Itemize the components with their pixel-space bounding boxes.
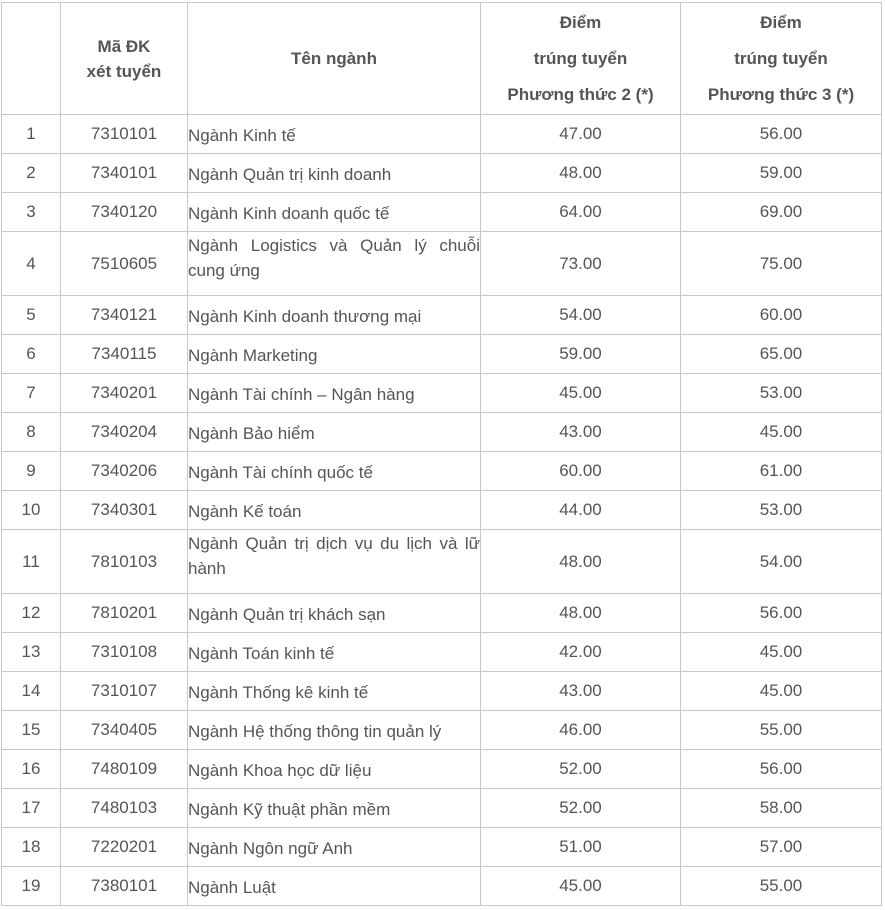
row-index: 15 (2, 711, 61, 750)
row-name: Ngành Quản trị dịch vụ du lịch và lữ hành (188, 530, 481, 594)
row-index: 8 (2, 413, 61, 452)
header-method3 (681, 3, 882, 115)
table-header-row (2, 3, 882, 115)
row-score-method3: 53.00 (681, 374, 882, 413)
row-score-method2: 44.00 (481, 491, 681, 530)
table-row (2, 232, 882, 296)
table-row (2, 154, 882, 193)
row-index: 14 (2, 672, 61, 711)
row-score-method2: 73.00 (481, 232, 681, 296)
row-score-method3: 54.00 (681, 530, 882, 594)
row-index: 4 (2, 232, 61, 296)
row-index: 6 (2, 335, 61, 374)
header-method3-line: Phương thức 3 (*) (707, 84, 855, 104)
row-index: 13 (2, 633, 61, 672)
table-row (2, 594, 882, 633)
row-index: 3 (2, 193, 61, 232)
row-index: 12 (2, 594, 61, 633)
row-score-method3: 45.00 (681, 672, 882, 711)
table-row (2, 296, 882, 335)
header-name: Tên ngành (188, 3, 481, 115)
row-score-method3: 55.00 (681, 867, 882, 906)
row-code: 7310108 (61, 633, 188, 672)
row-score-method2: 48.00 (481, 530, 681, 594)
row-score-method2: 48.00 (481, 154, 681, 193)
row-score-method2: 45.00 (481, 867, 681, 906)
row-code: 7340101 (61, 154, 188, 193)
table-row (2, 374, 882, 413)
row-score-method3: 56.00 (681, 115, 882, 154)
row-index: 10 (2, 491, 61, 530)
row-code: 7810201 (61, 594, 188, 633)
header-index (2, 3, 61, 115)
table-row (2, 335, 882, 374)
table-row (2, 633, 882, 672)
row-name: Ngành Kinh doanh thương mại (188, 296, 481, 335)
header-code (61, 3, 188, 115)
row-score-method2: 47.00 (481, 115, 681, 154)
row-code: 7340206 (61, 452, 188, 491)
row-score-method3: 59.00 (681, 154, 882, 193)
row-name: Ngành Luật (188, 867, 481, 906)
table-row (2, 789, 882, 828)
row-score-method2: 64.00 (481, 193, 681, 232)
row-score-method2: 60.00 (481, 452, 681, 491)
row-code: 7340405 (61, 711, 188, 750)
row-score-method3: 45.00 (681, 413, 882, 452)
table-row (2, 530, 882, 594)
row-index: 19 (2, 867, 61, 906)
row-index: 2 (2, 154, 61, 193)
row-code: 7810103 (61, 530, 188, 594)
row-name: Ngành Quản trị khách sạn (188, 594, 481, 633)
header-code-line: xét tuyển (86, 61, 162, 81)
row-score-method2: 46.00 (481, 711, 681, 750)
table-row (2, 491, 882, 530)
row-code: 7340115 (61, 335, 188, 374)
row-score-method2: 51.00 (481, 828, 681, 867)
row-score-method3: 53.00 (681, 491, 882, 530)
row-code: 7310101 (61, 115, 188, 154)
table-row (2, 750, 882, 789)
row-score-method2: 52.00 (481, 789, 681, 828)
table-row (2, 828, 882, 867)
row-index: 11 (2, 530, 61, 594)
row-code: 7340301 (61, 491, 188, 530)
table-row (2, 413, 882, 452)
row-score-method3: 60.00 (681, 296, 882, 335)
row-index: 7 (2, 374, 61, 413)
row-score-method2: 48.00 (481, 594, 681, 633)
row-name: Ngành Khoa học dữ liệu (188, 750, 481, 789)
row-code: 7220201 (61, 828, 188, 867)
table-row (2, 867, 882, 906)
row-score-method3: 45.00 (681, 633, 882, 672)
row-score-method3: 56.00 (681, 750, 882, 789)
header-method2-line: trúng tuyển (533, 48, 628, 68)
row-name: Ngành Toán kinh tế (188, 633, 481, 672)
row-code: 7380101 (61, 867, 188, 906)
row-code: 7480103 (61, 789, 188, 828)
row-code: 7310107 (61, 672, 188, 711)
header-method3-line: trúng tuyển (734, 48, 828, 68)
row-name: Ngành Ngôn ngữ Anh (188, 828, 481, 867)
row-score-method3: 61.00 (681, 452, 882, 491)
row-name: Ngành Tài chính – Ngân hàng (188, 374, 481, 413)
header-method3-line: Điểm (760, 12, 802, 32)
header-method2 (481, 3, 681, 115)
row-code: 7340204 (61, 413, 188, 452)
row-score-method2: 43.00 (481, 413, 681, 452)
row-index: 18 (2, 828, 61, 867)
row-score-method3: 56.00 (681, 594, 882, 633)
table-body (2, 115, 882, 906)
table-row (2, 711, 882, 750)
row-name: Ngành Logistics và Quản lý chuỗi cung ứng (188, 232, 481, 296)
row-name: Ngành Quản trị kinh doanh (188, 154, 481, 193)
row-code: 7340121 (61, 296, 188, 335)
row-score-method2: 42.00 (481, 633, 681, 672)
row-name: Ngành Kinh doanh quốc tế (188, 193, 481, 232)
row-index: 5 (2, 296, 61, 335)
row-name: Ngành Kinh tế (188, 115, 481, 154)
row-code: 7340120 (61, 193, 188, 232)
row-index: 9 (2, 452, 61, 491)
row-name: Ngành Tài chính quốc tế (188, 452, 481, 491)
row-code: 7340201 (61, 374, 188, 413)
row-score-method2: 54.00 (481, 296, 681, 335)
admission-scores-table (1, 2, 882, 906)
table-row (2, 452, 882, 491)
row-score-method2: 45.00 (481, 374, 681, 413)
row-index: 16 (2, 750, 61, 789)
row-score-method3: 69.00 (681, 193, 882, 232)
row-name: Ngành Thống kê kinh tế (188, 672, 481, 711)
table-row (2, 115, 882, 154)
row-score-method3: 58.00 (681, 789, 882, 828)
table-row (2, 193, 882, 232)
row-score-method2: 59.00 (481, 335, 681, 374)
row-score-method2: 43.00 (481, 672, 681, 711)
row-name: Ngành Kỹ thuật phần mềm (188, 789, 481, 828)
row-score-method3: 57.00 (681, 828, 882, 867)
row-score-method3: 75.00 (681, 232, 882, 296)
row-name: Ngành Bảo hiểm (188, 413, 481, 452)
row-name: Ngành Marketing (188, 335, 481, 374)
header-method2-line: Phương thức 2 (*) (507, 84, 654, 104)
header-method2-line: Điểm (559, 12, 602, 32)
row-score-method3: 65.00 (681, 335, 882, 374)
row-code: 7510605 (61, 232, 188, 296)
row-index: 1 (2, 115, 61, 154)
row-name: Ngành Hệ thống thông tin quản lý (188, 711, 481, 750)
row-code: 7480109 (61, 750, 188, 789)
row-score-method3: 55.00 (681, 711, 882, 750)
table-row (2, 672, 882, 711)
header-code-line: Mã ĐK (97, 36, 151, 56)
row-name: Ngành Kế toán (188, 491, 481, 530)
row-score-method2: 52.00 (481, 750, 681, 789)
row-index: 17 (2, 789, 61, 828)
